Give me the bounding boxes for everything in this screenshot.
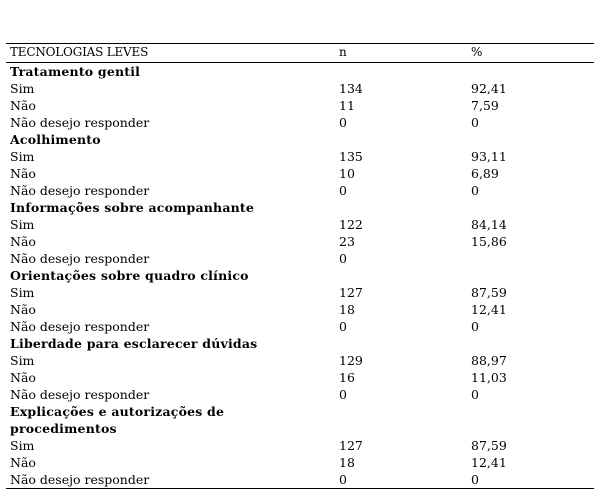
table-row [6,369,594,386]
section-title [6,403,594,420]
row-label: Sim [10,81,35,96]
row-percent: 84,14 [471,217,507,232]
row-percent: 0 [471,183,479,198]
table-row [6,114,594,131]
table-row [6,97,594,114]
section-title [6,63,594,80]
row-label: Não desejo responder [10,472,150,487]
row-percent: 12,41 [471,302,507,317]
header-technologies: TECNOLOGIAS LEVES [10,45,149,59]
section-title [6,267,594,284]
table-row [6,216,594,233]
row-n: 127 [339,285,363,300]
table-row [6,182,594,199]
table-row [6,148,594,165]
row-n: 0 [339,387,347,402]
row-label: Não desejo responder [10,319,150,334]
section-title-text: Tratamento gentil [10,64,141,79]
row-n: 127 [339,438,363,453]
row-label: Sim [10,285,35,300]
row-n: 11 [339,98,355,113]
table-row [6,233,594,250]
table-row [6,352,594,369]
row-percent: 88,97 [471,353,507,368]
row-label: Não desejo responder [10,387,150,402]
row-label: Sim [10,149,35,164]
row-n: 135 [339,149,363,164]
table-row [6,250,594,267]
row-percent: 0 [471,472,479,487]
row-label: Não [10,302,36,317]
table-row [6,318,594,335]
row-n: 0 [339,183,347,198]
row-percent: 0 [471,115,479,130]
row-label: Não [10,98,36,113]
table-row [6,471,594,488]
row-label: Não [10,166,36,181]
data-table [6,43,594,489]
table-row [6,386,594,403]
row-label: Não desejo responder [10,183,150,198]
section-title-text: procedimentos [10,421,117,436]
header-percent: % [471,45,483,59]
table-row [6,437,594,454]
section-title [6,131,594,148]
row-n: 134 [339,81,363,96]
row-n: 0 [339,115,347,130]
row-n: 0 [339,472,347,487]
table-row [6,165,594,182]
row-percent: 93,11 [471,149,507,164]
row-percent: 7,59 [471,98,499,113]
row-percent: 6,89 [471,166,499,181]
row-percent: 87,59 [471,285,507,300]
row-percent: 92,41 [471,81,507,96]
section-title [6,335,594,352]
row-label: Não [10,455,36,470]
section-title-text: Liberdade para esclarecer dúvidas [10,336,258,351]
table-row [6,80,594,97]
row-percent: 0 [471,319,479,334]
row-percent: 0 [471,387,479,402]
row-label: Sim [10,438,35,453]
table-row [6,284,594,301]
bottom-rule [6,488,594,489]
row-percent: 11,03 [471,370,507,385]
row-label: Sim [10,217,35,232]
row-label: Não [10,370,36,385]
row-label: Sim [10,353,35,368]
row-percent: 87,59 [471,438,507,453]
section-title-text: Informações sobre acompanhante [10,200,255,215]
section-title [6,199,594,216]
row-label: Não desejo responder [10,115,150,130]
row-n: 18 [339,455,355,470]
row-percent: 12,41 [471,455,507,470]
row-n: 0 [339,319,347,334]
row-n: 122 [339,217,363,232]
section-title-text: Explicações e autorizações de [10,404,225,419]
table-body [6,63,594,488]
section-title-text: Acolhimento [10,132,101,147]
row-percent: 15,86 [471,234,507,249]
row-n: 16 [339,370,355,385]
row-label: Não desejo responder [10,251,150,266]
row-label: Não [10,234,36,249]
row-n: 0 [339,251,347,266]
section-title [6,420,594,437]
header-n: n [339,45,347,59]
row-n: 18 [339,302,355,317]
row-n: 129 [339,353,363,368]
header-row [6,44,594,62]
row-n: 23 [339,234,355,249]
table-row [6,454,594,471]
section-title-text: Orientações sobre quadro clínico [10,268,249,283]
table-row [6,301,594,318]
row-n: 10 [339,166,355,181]
